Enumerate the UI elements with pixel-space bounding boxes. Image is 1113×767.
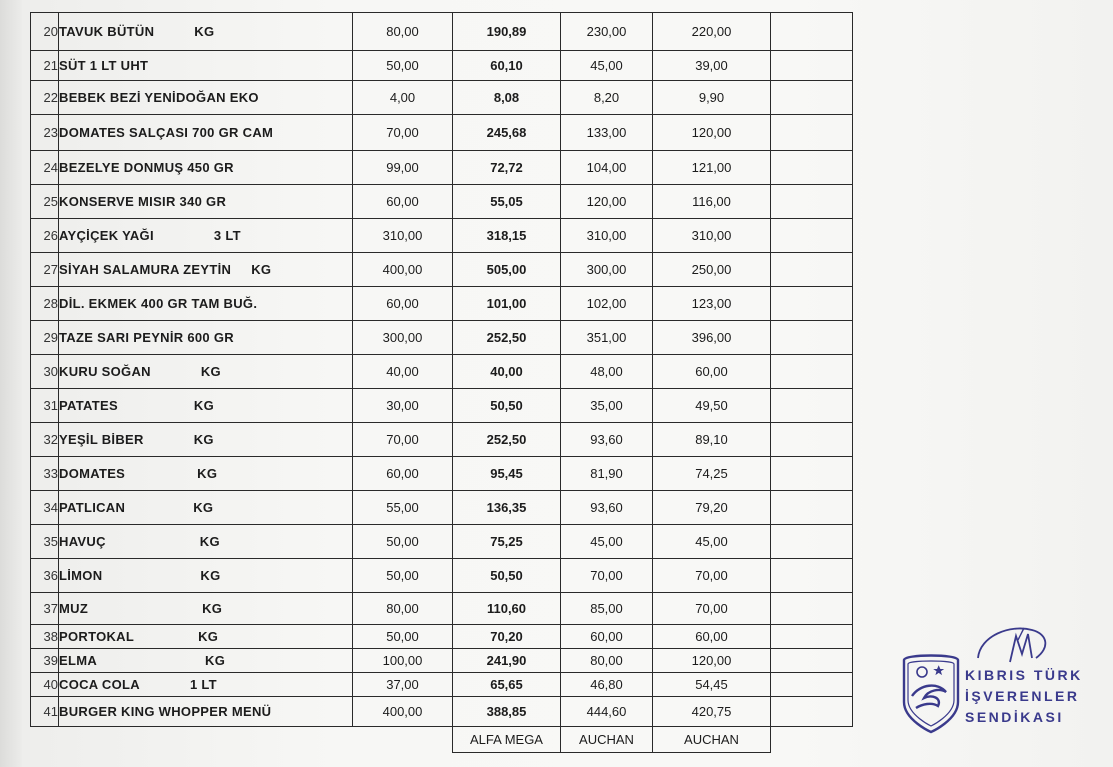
product-name: BURGER KING WHOPPER MENÜ [59, 704, 272, 719]
price-cell-3: 35,00 [561, 389, 653, 423]
row-number: 35 [31, 525, 59, 559]
price-cell-2: 95,45 [453, 457, 561, 491]
price-cell-1: 30,00 [353, 389, 453, 423]
table-row [31, 287, 853, 321]
price-cell-2: 50,50 [453, 389, 561, 423]
product-name-cell [59, 649, 353, 673]
row-number: 36 [31, 559, 59, 593]
empty-cell [771, 457, 853, 491]
product-name: KONSERVE MISIR 340 GR [59, 194, 227, 209]
price-cell-1: 4,00 [353, 81, 453, 115]
empty-cell [771, 185, 853, 219]
price-cell-4: 116,00 [653, 185, 771, 219]
empty-cell [771, 151, 853, 185]
price-cell-3: 93,60 [561, 491, 653, 525]
store-name-2: AUCHAN [561, 727, 653, 753]
product-name: LİMON [59, 568, 103, 583]
product-name-cell [59, 423, 353, 457]
row-number: 26 [31, 219, 59, 253]
price-cell-2: 60,10 [453, 51, 561, 81]
table-row [31, 81, 853, 115]
row-number: 34 [31, 491, 59, 525]
product-name-cell [59, 81, 353, 115]
empty-cell [771, 559, 853, 593]
table-row [31, 697, 853, 727]
price-cell-1: 60,00 [353, 457, 453, 491]
table-row [31, 151, 853, 185]
price-cell-3: 120,00 [561, 185, 653, 219]
product-unit: KG [193, 432, 214, 447]
price-cell-1: 99,00 [353, 151, 453, 185]
price-cell-3: 45,00 [561, 525, 653, 559]
logo-line-1: KIBRIS TÜRK [965, 667, 1083, 683]
price-cell-3: 46,80 [561, 673, 653, 697]
product-name-cell [59, 389, 353, 423]
price-cell-4: 60,00 [653, 625, 771, 649]
price-cell-2: 505,00 [453, 253, 561, 287]
price-cell-4: 250,00 [653, 253, 771, 287]
product-unit: KG [251, 262, 272, 277]
table-row [31, 321, 853, 355]
price-cell-2: 40,00 [453, 355, 561, 389]
product-name: PATATES [59, 398, 118, 413]
product-name-cell [59, 457, 353, 491]
product-name: TAVUK BÜTÜN [59, 24, 155, 39]
row-number: 20 [31, 13, 59, 51]
price-cell-1: 70,00 [353, 115, 453, 151]
table-row [31, 593, 853, 625]
price-cell-1: 310,00 [353, 219, 453, 253]
product-name: YEŞİL BİBER [59, 432, 144, 447]
union-logo-text [965, 665, 1083, 728]
table-row [31, 185, 853, 219]
price-cell-2: 8,08 [453, 81, 561, 115]
table-row [31, 423, 853, 457]
price-cell-1: 80,00 [353, 593, 453, 625]
product-name: SİYAH SALAMURA ZEYTİN [59, 262, 232, 277]
table-row [31, 389, 853, 423]
price-cell-2: 101,00 [453, 287, 561, 321]
price-cell-3: 8,20 [561, 81, 653, 115]
price-cell-3: 133,00 [561, 115, 653, 151]
price-cell-1: 50,00 [353, 51, 453, 81]
product-name: SÜT 1 LT UHT [59, 58, 149, 73]
product-name: AYÇİÇEK YAĞI [59, 228, 154, 243]
footer-spacer [31, 727, 59, 753]
product-unit: KG [193, 398, 215, 413]
table-body [31, 13, 853, 753]
table-row [31, 13, 853, 51]
price-cell-2: 252,50 [453, 423, 561, 457]
empty-cell [771, 625, 853, 649]
price-cell-4: 54,45 [653, 673, 771, 697]
price-cell-1: 100,00 [353, 649, 453, 673]
price-cell-3: 93,60 [561, 423, 653, 457]
row-number: 23 [31, 115, 59, 151]
row-number: 21 [31, 51, 59, 81]
product-name-cell [59, 673, 353, 697]
store-footer-row [31, 727, 853, 753]
empty-cell [771, 219, 853, 253]
price-cell-4: 45,00 [653, 525, 771, 559]
row-number: 41 [31, 697, 59, 727]
price-cell-1: 40,00 [353, 355, 453, 389]
price-comparison-table [30, 12, 853, 753]
row-number: 37 [31, 593, 59, 625]
row-number: 38 [31, 625, 59, 649]
product-unit: KG [194, 24, 215, 39]
row-number: 40 [31, 673, 59, 697]
price-cell-1: 400,00 [353, 697, 453, 727]
price-cell-3: 48,00 [561, 355, 653, 389]
empty-cell [771, 115, 853, 151]
paper-edge [0, 0, 22, 767]
empty-cell [771, 51, 853, 81]
price-cell-1: 60,00 [353, 287, 453, 321]
price-cell-4: 89,10 [653, 423, 771, 457]
footer-spacer [771, 727, 853, 753]
product-name: HAVUÇ [59, 534, 106, 549]
row-number: 25 [31, 185, 59, 219]
price-cell-4: 39,00 [653, 51, 771, 81]
footer-spacer [353, 727, 453, 753]
store-name-3: AUCHAN [653, 727, 771, 753]
product-name: ELMA [59, 653, 98, 668]
price-cell-3: 230,00 [561, 13, 653, 51]
product-unit: KG [198, 629, 219, 644]
price-cell-2: 110,60 [453, 593, 561, 625]
table-row [31, 457, 853, 491]
row-number: 30 [31, 355, 59, 389]
product-unit: KG [200, 364, 221, 379]
row-number: 24 [31, 151, 59, 185]
price-cell-2: 55,05 [453, 185, 561, 219]
product-name: MUZ [59, 601, 89, 616]
empty-cell [771, 491, 853, 525]
product-name-cell [59, 151, 353, 185]
product-name-cell [59, 491, 353, 525]
empty-cell [771, 673, 853, 697]
price-cell-2: 65,65 [453, 673, 561, 697]
product-name: DOMATES SALÇASI 700 GR CAM [59, 125, 274, 140]
price-cell-1: 37,00 [353, 673, 453, 697]
table-row [31, 51, 853, 81]
table-row [31, 525, 853, 559]
price-cell-1: 60,00 [353, 185, 453, 219]
logo-line-2: İŞVERENLER [965, 688, 1080, 704]
price-cell-2: 388,85 [453, 697, 561, 727]
empty-cell [771, 389, 853, 423]
product-name-cell [59, 355, 353, 389]
product-name: TAZE SARI PEYNİR 600 GR [59, 330, 234, 345]
price-cell-3: 104,00 [561, 151, 653, 185]
empty-cell [771, 253, 853, 287]
price-cell-1: 55,00 [353, 491, 453, 525]
product-name-cell [59, 559, 353, 593]
product-name-cell [59, 625, 353, 649]
row-number: 31 [31, 389, 59, 423]
price-cell-4: 120,00 [653, 115, 771, 151]
product-unit: 1 LT [189, 677, 217, 692]
product-name-cell [59, 13, 353, 51]
product-name: KURU SOĞAN [59, 364, 151, 379]
row-number: 22 [31, 81, 59, 115]
price-cell-4: 74,25 [653, 457, 771, 491]
product-name: PORTOKAL [59, 629, 135, 644]
price-cell-2: 50,50 [453, 559, 561, 593]
product-name-cell [59, 185, 353, 219]
price-cell-2: 72,72 [453, 151, 561, 185]
product-name-cell [59, 287, 353, 321]
product-unit: KG [197, 466, 218, 481]
price-cell-4: 79,20 [653, 491, 771, 525]
price-cell-3: 70,00 [561, 559, 653, 593]
price-cell-1: 300,00 [353, 321, 453, 355]
empty-cell [771, 321, 853, 355]
row-number: 32 [31, 423, 59, 457]
table-row [31, 649, 853, 673]
price-cell-2: 75,25 [453, 525, 561, 559]
price-cell-4: 60,00 [653, 355, 771, 389]
table-row [31, 559, 853, 593]
product-unit: KG [193, 500, 214, 515]
empty-cell [771, 697, 853, 727]
table-row [31, 115, 853, 151]
product-unit: KG [199, 534, 220, 549]
price-cell-4: 220,00 [653, 13, 771, 51]
product-name: PATLICAN [59, 500, 126, 515]
price-cell-1: 50,00 [353, 525, 453, 559]
price-cell-1: 400,00 [353, 253, 453, 287]
product-unit: KG [200, 568, 221, 583]
price-cell-2: 136,35 [453, 491, 561, 525]
row-number: 33 [31, 457, 59, 491]
product-name-cell [59, 219, 353, 253]
product-name-cell [59, 593, 353, 625]
table-row [31, 491, 853, 525]
row-number: 28 [31, 287, 59, 321]
price-cell-1: 50,00 [353, 559, 453, 593]
row-number: 39 [31, 649, 59, 673]
price-cell-2: 70,20 [453, 625, 561, 649]
price-cell-3: 60,00 [561, 625, 653, 649]
price-cell-4: 49,50 [653, 389, 771, 423]
price-cell-1: 80,00 [353, 13, 453, 51]
price-cell-3: 102,00 [561, 287, 653, 321]
empty-cell [771, 593, 853, 625]
product-name: COCA COLA [59, 677, 140, 692]
table-row [31, 625, 853, 649]
price-cell-1: 50,00 [353, 625, 453, 649]
empty-cell [771, 355, 853, 389]
product-name-cell [59, 697, 353, 727]
product-name: BEBEK BEZİ YENİDOĞAN EKO [59, 90, 259, 105]
empty-cell [771, 649, 853, 673]
product-name: DOMATES [59, 466, 126, 481]
store-name-1: ALFA MEGA [453, 727, 561, 753]
product-name-cell [59, 525, 353, 559]
table-row [31, 355, 853, 389]
product-name-cell [59, 253, 353, 287]
price-cell-4: 396,00 [653, 321, 771, 355]
price-cell-2: 245,68 [453, 115, 561, 151]
price-cell-4: 70,00 [653, 593, 771, 625]
product-unit: KG [202, 601, 223, 616]
price-cell-3: 300,00 [561, 253, 653, 287]
price-cell-3: 310,00 [561, 219, 653, 253]
price-cell-4: 9,90 [653, 81, 771, 115]
price-cell-4: 420,75 [653, 697, 771, 727]
table-row [31, 253, 853, 287]
price-cell-3: 80,00 [561, 649, 653, 673]
price-cell-3: 45,00 [561, 51, 653, 81]
price-cell-3: 85,00 [561, 593, 653, 625]
price-cell-2: 318,15 [453, 219, 561, 253]
price-cell-4: 123,00 [653, 287, 771, 321]
logo-line-3: SENDİKASI [965, 709, 1064, 725]
empty-cell [771, 13, 853, 51]
table-row [31, 673, 853, 697]
product-name-cell [59, 51, 353, 81]
product-name-cell [59, 321, 353, 355]
price-cell-3: 351,00 [561, 321, 653, 355]
product-name: BEZELYE DONMUŞ 450 GR [59, 160, 234, 175]
empty-cell [771, 525, 853, 559]
price-cell-2: 190,89 [453, 13, 561, 51]
table-row [31, 219, 853, 253]
product-unit: 3 LT [213, 228, 241, 243]
price-cell-4: 120,00 [653, 649, 771, 673]
product-name: DİL. EKMEK 400 GR TAM BUĞ. [59, 296, 258, 311]
price-cell-4: 121,00 [653, 151, 771, 185]
price-cell-4: 310,00 [653, 219, 771, 253]
product-name-cell [59, 115, 353, 151]
empty-cell [771, 287, 853, 321]
price-cell-2: 252,50 [453, 321, 561, 355]
empty-cell [771, 423, 853, 457]
price-cell-1: 70,00 [353, 423, 453, 457]
row-number: 27 [31, 253, 59, 287]
price-cell-3: 444,60 [561, 697, 653, 727]
empty-cell [771, 81, 853, 115]
price-cell-3: 81,90 [561, 457, 653, 491]
price-cell-4: 70,00 [653, 559, 771, 593]
product-unit: KG [205, 653, 226, 668]
footer-spacer [59, 727, 353, 753]
price-cell-2: 241,90 [453, 649, 561, 673]
row-number: 29 [31, 321, 59, 355]
